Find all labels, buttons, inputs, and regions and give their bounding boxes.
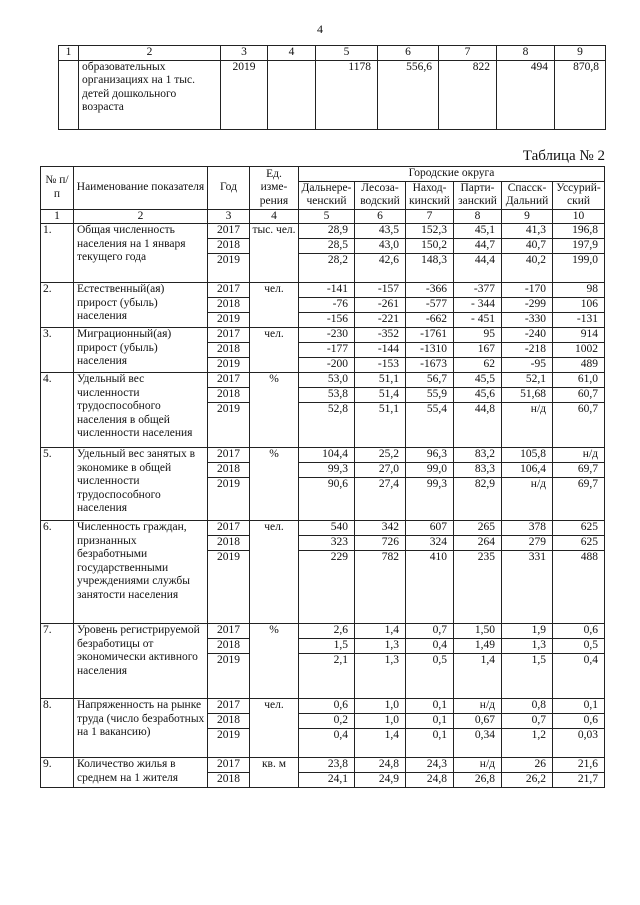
- table1-header-cell: 8: [497, 46, 555, 61]
- value-cell: -240: [502, 328, 553, 343]
- value-cell: 51,68: [502, 388, 553, 403]
- year-cell: 2018: [208, 239, 250, 254]
- value-cell: 489: [553, 358, 605, 373]
- value-cell: 0,1: [553, 699, 605, 714]
- unit-cell: кв. м: [250, 758, 299, 788]
- value-cell: 607: [406, 521, 454, 536]
- value-cell: 0,6: [299, 699, 355, 714]
- value-cell: 24,8: [406, 773, 454, 788]
- value-cell: 0,6: [553, 624, 605, 639]
- value-cell: 99,3: [299, 463, 355, 478]
- value-cell: -131: [553, 313, 605, 328]
- table1-header-cell: 1: [59, 46, 79, 61]
- value-cell: 26: [502, 758, 553, 773]
- value-cell: -157: [355, 283, 406, 298]
- year-cell: 2019: [208, 254, 250, 283]
- value-cell: 1,4: [355, 624, 406, 639]
- value-cell: 69,7: [553, 478, 605, 521]
- value-cell: 53,0: [299, 373, 355, 388]
- table1-year: 2019: [221, 60, 268, 129]
- table1-header-cell: 4: [268, 46, 316, 61]
- value-cell: 0,8: [502, 699, 553, 714]
- value-cell: 25,2: [355, 448, 406, 463]
- unit-cell: чел.: [250, 521, 299, 624]
- value-cell: -299: [502, 298, 553, 313]
- value-cell: 44,7: [454, 239, 502, 254]
- value-cell: н/д: [502, 478, 553, 521]
- value-cell: -1310: [406, 343, 454, 358]
- value-cell: 99,3: [406, 478, 454, 521]
- table-row: [41, 328, 605, 343]
- row-number: 2.: [41, 283, 74, 328]
- value-cell: -377: [454, 283, 502, 298]
- value-cell: 52,8: [299, 403, 355, 448]
- value-cell: 21,6: [553, 758, 605, 773]
- year-cell: 2018: [208, 388, 250, 403]
- year-cell: 2017: [208, 373, 250, 388]
- value-cell: - 344: [454, 298, 502, 313]
- value-cell: 1,0: [355, 699, 406, 714]
- year-cell: 2017: [208, 448, 250, 463]
- table1-header-cell: 6: [378, 46, 439, 61]
- table2-body: [41, 224, 605, 788]
- value-cell: -141: [299, 283, 355, 298]
- value-cell: -1761: [406, 328, 454, 343]
- indicator-name: Напряженность на рынке труда (число безработных на 1 вакансию): [74, 699, 208, 758]
- value-cell: 1,3: [355, 639, 406, 654]
- column-number-cell: 10: [553, 209, 605, 224]
- table-row: [41, 448, 605, 463]
- year-cell: 2018: [208, 773, 250, 788]
- value-cell: -230: [299, 328, 355, 343]
- value-cell: 99,0: [406, 463, 454, 478]
- value-cell: 45,6: [454, 388, 502, 403]
- value-cell: -366: [406, 283, 454, 298]
- header-city: Лесоза- водский: [355, 181, 406, 209]
- year-cell: 2018: [208, 536, 250, 551]
- value-cell: 1,3: [355, 654, 406, 699]
- value-cell: 0,4: [553, 654, 605, 699]
- value-cell: 0,1: [406, 729, 454, 758]
- value-cell: 0,4: [406, 639, 454, 654]
- year-cell: 2017: [208, 224, 250, 239]
- value-cell: 625: [553, 536, 605, 551]
- value-cell: 43,5: [355, 224, 406, 239]
- indicator-name: Удельный вес занятых в экономике в общей численности трудоспособного населения: [74, 448, 208, 521]
- value-cell: 0,1: [406, 699, 454, 714]
- value-cell: 1,3: [502, 639, 553, 654]
- value-cell: 0,03: [553, 729, 605, 758]
- value-cell: 24,8: [355, 758, 406, 773]
- column-number-cell: 3: [208, 209, 250, 224]
- indicator-name: Миграционный(ая) прирост (убыль) населения: [74, 328, 208, 373]
- value-cell: 43,0: [355, 239, 406, 254]
- value-cell: 104,4: [299, 448, 355, 463]
- column-number-cell: 5: [299, 209, 355, 224]
- value-cell: 61,0: [553, 373, 605, 388]
- value-cell: -352: [355, 328, 406, 343]
- value-cell: 69,7: [553, 463, 605, 478]
- value-cell: 40,7: [502, 239, 553, 254]
- header-num: № п/п: [41, 167, 74, 210]
- value-cell: 2,1: [299, 654, 355, 699]
- value-cell: 55,4: [406, 403, 454, 448]
- value-cell: 1,50: [454, 624, 502, 639]
- value-cell: 0,5: [406, 654, 454, 699]
- column-number-cell: 8: [454, 209, 502, 224]
- value-cell: 1,2: [502, 729, 553, 758]
- header-name: Наименование показателя: [74, 167, 208, 210]
- value-cell: -261: [355, 298, 406, 313]
- value-cell: 40,2: [502, 254, 553, 283]
- year-cell: 2018: [208, 463, 250, 478]
- value-cell: 106,4: [502, 463, 553, 478]
- table1-cell-num: [59, 60, 79, 129]
- value-cell: -1673: [406, 358, 454, 373]
- value-cell: 45,5: [454, 373, 502, 388]
- value-cell: - 451: [454, 313, 502, 328]
- value-cell: -144: [355, 343, 406, 358]
- table-row: [41, 699, 605, 714]
- table1-value-cell: 494: [497, 60, 555, 129]
- value-cell: 28,5: [299, 239, 355, 254]
- value-cell: 0,7: [502, 714, 553, 729]
- value-cell: 56,7: [406, 373, 454, 388]
- value-cell: 42,6: [355, 254, 406, 283]
- value-cell: 45,1: [454, 224, 502, 239]
- value-cell: 44,4: [454, 254, 502, 283]
- indicator-name: Общая численность населения на 1 января текущего года: [74, 224, 208, 283]
- table-row: [41, 283, 605, 298]
- table2-column-numbers: [41, 209, 605, 224]
- value-cell: 62: [454, 358, 502, 373]
- header-city-group: Городские округа: [299, 167, 605, 182]
- value-cell: 0,67: [454, 714, 502, 729]
- year-cell: 2018: [208, 298, 250, 313]
- table1-header-cell: 5: [316, 46, 378, 61]
- value-cell: 90,6: [299, 478, 355, 521]
- value-cell: 331: [502, 551, 553, 624]
- unit-cell: %: [250, 624, 299, 699]
- value-cell: -95: [502, 358, 553, 373]
- value-cell: 83,3: [454, 463, 502, 478]
- value-cell: 51,4: [355, 388, 406, 403]
- value-cell: 28,9: [299, 224, 355, 239]
- value-cell: 1,9: [502, 624, 553, 639]
- value-cell: 410: [406, 551, 454, 624]
- value-cell: 44,8: [454, 403, 502, 448]
- year-cell: 2018: [208, 714, 250, 729]
- value-cell: 21,7: [553, 773, 605, 788]
- indicator-name: Количество жилья в среднем на 1 жителя: [74, 758, 208, 788]
- column-number-cell: 7: [406, 209, 454, 224]
- unit-cell: чел.: [250, 283, 299, 328]
- table-row: [41, 521, 605, 536]
- value-cell: 24,9: [355, 773, 406, 788]
- value-cell: 265: [454, 521, 502, 536]
- year-cell: 2017: [208, 699, 250, 714]
- table-caption: Таблица № 2: [522, 148, 605, 164]
- value-cell: 150,2: [406, 239, 454, 254]
- value-cell: 95: [454, 328, 502, 343]
- value-cell: 24,3: [406, 758, 454, 773]
- table1-indicator-name: образовательных организациях на 1 тыс. детей дошкольного возраста: [79, 60, 221, 129]
- table1-value-cell: 870,8: [555, 60, 606, 129]
- table1-value-cell: 556,6: [378, 60, 439, 129]
- header-year: Год: [208, 167, 250, 210]
- value-cell: н/д: [502, 403, 553, 448]
- row-number: 8.: [41, 699, 74, 758]
- value-cell: 60,7: [553, 403, 605, 448]
- table1-header-cell: 3: [221, 46, 268, 61]
- table1-unit: [268, 60, 316, 129]
- value-cell: 0,2: [299, 714, 355, 729]
- value-cell: 0,7: [406, 624, 454, 639]
- year-cell: 2017: [208, 328, 250, 343]
- year-cell: 2017: [208, 624, 250, 639]
- value-cell: 55,9: [406, 388, 454, 403]
- page-number: 4: [317, 22, 323, 36]
- column-number-cell: 2: [74, 209, 208, 224]
- value-cell: -200: [299, 358, 355, 373]
- value-cell: 540: [299, 521, 355, 536]
- year-cell: 2018: [208, 639, 250, 654]
- value-cell: 0,4: [299, 729, 355, 758]
- row-number: 5.: [41, 448, 74, 521]
- table1-header-row: [59, 46, 606, 61]
- value-cell: 106: [553, 298, 605, 313]
- value-cell: 26,8: [454, 773, 502, 788]
- year-cell: 2019: [208, 551, 250, 624]
- value-cell: -218: [502, 343, 553, 358]
- value-cell: н/д: [454, 758, 502, 773]
- table1-header-cell: 9: [555, 46, 606, 61]
- column-number-cell: 4: [250, 209, 299, 224]
- value-cell: 726: [355, 536, 406, 551]
- value-cell: 96,3: [406, 448, 454, 463]
- value-cell: -177: [299, 343, 355, 358]
- value-cell: 342: [355, 521, 406, 536]
- year-cell: 2018: [208, 343, 250, 358]
- value-cell: -330: [502, 313, 553, 328]
- value-cell: 152,3: [406, 224, 454, 239]
- value-cell: н/д: [553, 448, 605, 463]
- value-cell: 1002: [553, 343, 605, 358]
- value-cell: -662: [406, 313, 454, 328]
- year-cell: 2019: [208, 478, 250, 521]
- value-cell: 52,1: [502, 373, 553, 388]
- value-cell: -76: [299, 298, 355, 313]
- row-number: 9.: [41, 758, 74, 788]
- value-cell: 51,1: [355, 373, 406, 388]
- table1-data-row: [59, 60, 606, 129]
- year-cell: 2019: [208, 403, 250, 448]
- value-cell: 229: [299, 551, 355, 624]
- value-cell: 0,5: [553, 639, 605, 654]
- value-cell: 196,8: [553, 224, 605, 239]
- value-cell: 27,4: [355, 478, 406, 521]
- value-cell: 105,8: [502, 448, 553, 463]
- value-cell: 0,34: [454, 729, 502, 758]
- unit-cell: чел.: [250, 328, 299, 373]
- row-number: 7.: [41, 624, 74, 699]
- indicator-name: Естественный(ая) прирост (убыль) населения: [74, 283, 208, 328]
- value-cell: 324: [406, 536, 454, 551]
- value-cell: 51,1: [355, 403, 406, 448]
- value-cell: 0,1: [406, 714, 454, 729]
- row-number: 1.: [41, 224, 74, 283]
- value-cell: 323: [299, 536, 355, 551]
- year-cell: 2017: [208, 283, 250, 298]
- year-cell: 2019: [208, 654, 250, 699]
- year-cell: 2017: [208, 758, 250, 773]
- value-cell: 23,8: [299, 758, 355, 773]
- table-row: [41, 758, 605, 773]
- table-row: [41, 224, 605, 239]
- header-city: Спасск- Дальний: [502, 181, 553, 209]
- column-number-cell: 1: [41, 209, 74, 224]
- value-cell: 41,3: [502, 224, 553, 239]
- value-cell: 1,0: [355, 714, 406, 729]
- value-cell: 625: [553, 521, 605, 536]
- row-number: 3.: [41, 328, 74, 373]
- header-city: Дальнере- ченский: [299, 181, 355, 209]
- value-cell: н/д: [454, 699, 502, 714]
- value-cell: -156: [299, 313, 355, 328]
- value-cell: 148,3: [406, 254, 454, 283]
- value-cell: 2,6: [299, 624, 355, 639]
- header-unit: Ед. изме- рения: [250, 167, 299, 210]
- header-city: Парти- занский: [454, 181, 502, 209]
- value-cell: 1,4: [454, 654, 502, 699]
- value-cell: 53,8: [299, 388, 355, 403]
- value-cell: 83,2: [454, 448, 502, 463]
- header-city: Наход- кинский: [406, 181, 454, 209]
- value-cell: 1,49: [454, 639, 502, 654]
- value-cell: 199,0: [553, 254, 605, 283]
- value-cell: -577: [406, 298, 454, 313]
- value-cell: 782: [355, 551, 406, 624]
- table-row: [41, 624, 605, 639]
- value-cell: -153: [355, 358, 406, 373]
- value-cell: 488: [553, 551, 605, 624]
- value-cell: 1,5: [299, 639, 355, 654]
- table-row: [41, 373, 605, 388]
- value-cell: 24,1: [299, 773, 355, 788]
- value-cell: 914: [553, 328, 605, 343]
- table1-value-cell: 822: [439, 60, 497, 129]
- year-cell: 2019: [208, 729, 250, 758]
- indicator-name: Численность граждан, признанных безработными государственными учреждениями службы занятости населения: [74, 521, 208, 624]
- row-number: 6.: [41, 521, 74, 624]
- value-cell: 0,6: [553, 714, 605, 729]
- row-number: 4.: [41, 373, 74, 448]
- unit-cell: %: [250, 373, 299, 448]
- indicator-name: Удельный вес численности трудоспособного населения в общей численности населения: [74, 373, 208, 448]
- value-cell: 264: [454, 536, 502, 551]
- value-cell: 60,7: [553, 388, 605, 403]
- value-cell: 1,4: [355, 729, 406, 758]
- continuation-table: [58, 45, 606, 130]
- unit-cell: чел.: [250, 699, 299, 758]
- value-cell: -170: [502, 283, 553, 298]
- value-cell: 26,2: [502, 773, 553, 788]
- table2-header-row-1: [41, 167, 605, 182]
- year-cell: 2019: [208, 313, 250, 328]
- value-cell: 167: [454, 343, 502, 358]
- value-cell: 197,9: [553, 239, 605, 254]
- value-cell: 28,2: [299, 254, 355, 283]
- unit-cell: тыс. чел.: [250, 224, 299, 283]
- indicator-name: Уровень регистрируемой безработицы от экономически активного населения: [74, 624, 208, 699]
- unit-cell: %: [250, 448, 299, 521]
- table1-value-cell: 1178: [316, 60, 378, 129]
- year-cell: 2017: [208, 521, 250, 536]
- value-cell: 98: [553, 283, 605, 298]
- year-cell: 2019: [208, 358, 250, 373]
- table1-header-cell: 7: [439, 46, 497, 61]
- value-cell: 82,9: [454, 478, 502, 521]
- value-cell: -221: [355, 313, 406, 328]
- table1-header-cell: 2: [79, 46, 221, 61]
- header-city: Уссурий- ский: [553, 181, 605, 209]
- value-cell: 279: [502, 536, 553, 551]
- column-number-cell: 6: [355, 209, 406, 224]
- column-number-cell: 9: [502, 209, 553, 224]
- indicators-table: [40, 166, 605, 788]
- value-cell: 27,0: [355, 463, 406, 478]
- value-cell: 1,5: [502, 654, 553, 699]
- value-cell: 378: [502, 521, 553, 536]
- value-cell: 235: [454, 551, 502, 624]
